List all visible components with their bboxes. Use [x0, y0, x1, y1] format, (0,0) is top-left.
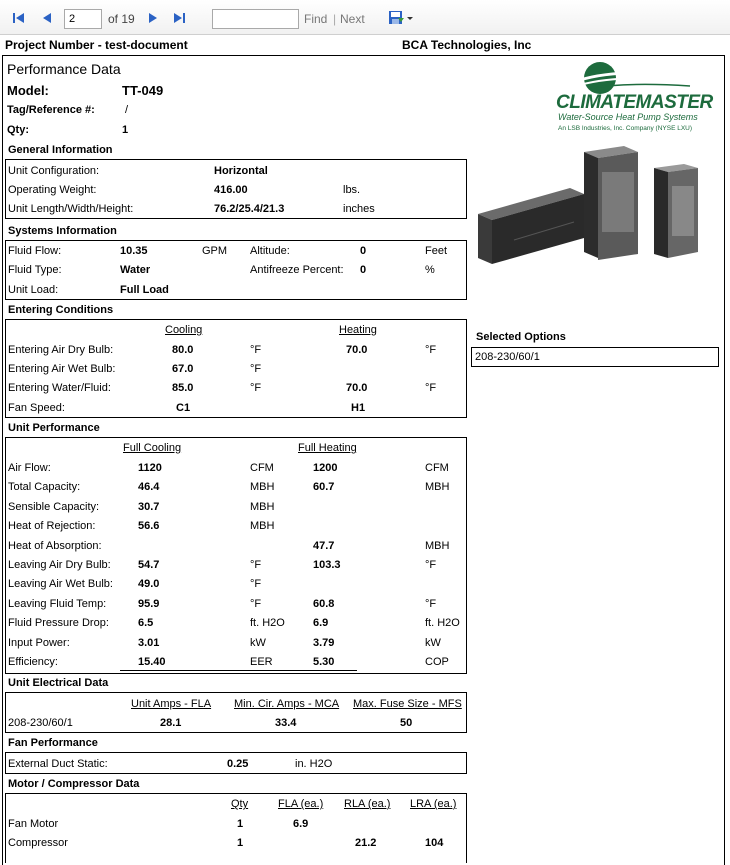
find-link[interactable]: Find — [304, 12, 328, 26]
entering-cool-value: 85.0 — [172, 382, 194, 394]
general-label: Unit Configuration: — [8, 165, 100, 177]
qty-value: 1 — [122, 124, 129, 136]
motor-qty: 1 — [237, 837, 244, 849]
motor-row-label: Compressor — [8, 837, 68, 849]
motor-header: LRA (ea.) — [410, 798, 457, 810]
unit-load-value: Full Load — [120, 284, 169, 296]
fluid-flow-label: Fluid Flow: — [8, 245, 62, 257]
logo-subtitle: An LSB Industries, Inc. Company (NYSE LXU) — [558, 125, 693, 132]
perf-heat-value: 6.9 — [313, 617, 329, 629]
perf-heat-value: 103.3 — [313, 559, 341, 571]
fan-performance-title: Fan Performance — [8, 737, 98, 749]
fan-value: 0.25 — [227, 758, 249, 770]
entering-label: Entering Air Wet Bulb: — [8, 363, 116, 375]
logo-tagline: Water-Source Heat Pump Systems — [558, 112, 698, 122]
entering-cool-value: C1 — [176, 402, 191, 414]
perf-heat-unit: MBH — [425, 540, 450, 552]
model-label: Model: — [7, 83, 49, 98]
entering-heat-value: 70.0 — [346, 344, 368, 356]
motor-lra: 104 — [425, 837, 444, 849]
perf-cool-value: 1120 — [138, 462, 162, 474]
perf-heat-value: 1200 — [313, 462, 338, 474]
perf-label: Leaving Air Wet Bulb: — [8, 578, 113, 590]
electrical-title: Unit Electrical Data — [8, 677, 109, 689]
electrical-value: 28.1 — [160, 717, 182, 729]
electrical-header: Min. Cir. Amps - MCA — [234, 698, 340, 710]
report-toolbar — [0, 0, 730, 35]
perf-cool-value: 54.7 — [138, 559, 160, 571]
perf-heat-value: 5.30 — [313, 656, 335, 668]
selected-option-value: 208-230/60/1 — [475, 351, 540, 363]
perf-cool-value: 56.6 — [138, 520, 160, 532]
perf-cool-unit: ft. H2O — [250, 617, 285, 629]
last-page-icon[interactable] — [172, 11, 186, 25]
entering-cooling-header: Cooling — [165, 324, 203, 336]
fan-unit: in. H2O — [295, 758, 333, 770]
antifreeze-value: 0 — [360, 264, 367, 276]
perf-heat-unit: ft. H2O — [425, 617, 460, 629]
altitude-unit: Feet — [425, 245, 448, 257]
entering-conditions-title: Entering Conditions — [8, 304, 114, 316]
fan-label: External Duct Static: — [8, 758, 108, 770]
entering-label: Fan Speed: — [8, 402, 65, 414]
perf-label: Total Capacity: — [8, 481, 81, 493]
next-page-icon[interactable] — [146, 11, 160, 25]
tag-value: / — [125, 104, 129, 116]
general-unit: lbs. — [343, 184, 361, 196]
general-value: 76.2/25.4/21.3 — [214, 203, 285, 215]
entering-label: Entering Water/Fluid: — [8, 382, 111, 394]
general-value: Horizontal — [214, 165, 268, 177]
export-save-icon[interactable] — [388, 10, 414, 26]
perf-cool-value: 3.01 — [138, 637, 160, 649]
electrical-value: 33.4 — [275, 717, 297, 729]
perf-cool-unit: EER — [250, 656, 273, 668]
find-input[interactable] — [212, 9, 299, 29]
motor-compressor-title: Motor / Compressor Data — [8, 778, 140, 790]
motor-rla: 21.2 — [355, 837, 377, 849]
selected-options-title: Selected Options — [476, 331, 566, 343]
perf-cool-unit: MBH — [250, 481, 275, 493]
perf-cool-unit: kW — [250, 637, 266, 649]
entering-heating-header: Heating — [339, 324, 377, 336]
electrical-header: Max. Fuse Size - MFS — [353, 698, 462, 710]
motor-header: Qty — [231, 798, 249, 810]
unit-performance-box — [5, 437, 467, 674]
motor-fla: 6.9 — [293, 818, 309, 830]
entering-cool-unit: °F — [250, 382, 262, 394]
entering-heat-unit: °F — [425, 344, 437, 356]
perf-cool-unit: MBH — [250, 520, 275, 532]
qty-label: Qty: — [7, 124, 29, 136]
perf-cool-value: 15.40 — [138, 656, 166, 668]
unit-performance-title: Unit Performance — [8, 422, 100, 434]
altitude-value: 0 — [360, 245, 367, 257]
systems-info-title: Systems Information — [8, 225, 117, 237]
page-number-input[interactable] — [64, 9, 102, 29]
perf-label: Leaving Air Dry Bulb: — [8, 559, 111, 571]
entering-cool-value: 67.0 — [172, 363, 194, 375]
entering-heat-value: 70.0 — [346, 382, 368, 394]
company-name: BCA Technologies, Inc — [402, 38, 532, 52]
logo-globe-icon — [560, 58, 700, 94]
perf-label: Leaving Fluid Temp: — [8, 598, 107, 610]
fluid-flow-unit: GPM — [202, 245, 228, 257]
model-value: TT-049 — [122, 83, 164, 98]
perf-cool-unit: CFM — [250, 462, 274, 474]
perf-heat-unit: kW — [425, 637, 441, 649]
systems-info-box — [5, 240, 467, 300]
toolbar-separator: | — [333, 12, 337, 26]
perf-label: Heat of Absorption: — [8, 540, 102, 552]
entering-cool-unit: °F — [250, 344, 262, 356]
antifreeze-unit: % — [425, 264, 435, 276]
perf-heat-value: 3.79 — [313, 637, 335, 649]
logo-wordmark: CLIMATEMASTER — [556, 92, 713, 113]
general-label: Operating Weight: — [8, 184, 97, 196]
entering-cool-unit: °F — [250, 363, 262, 375]
find-next-link[interactable]: Next — [340, 12, 365, 26]
perf-heat-unit: CFM — [425, 462, 449, 474]
general-info-title: General Information — [8, 144, 113, 156]
perf-label: Efficiency: — [8, 656, 58, 668]
perf-cool-unit: °F — [250, 559, 262, 571]
perf-cool-value: 46.4 — [138, 481, 160, 493]
perf-heat-value: 60.8 — [313, 598, 335, 610]
general-unit: inches — [343, 203, 375, 215]
unit-load-label: Unit Load: — [8, 284, 59, 296]
page-count-label: of 19 — [108, 12, 135, 26]
perf-label: Heat of Rejection: — [8, 520, 96, 532]
perf-label: Fluid Pressure Drop: — [8, 617, 109, 629]
perf-cool-unit: MBH — [250, 501, 275, 513]
prev-page-icon[interactable] — [40, 11, 54, 25]
general-label: Unit Length/Width/Height: — [8, 203, 134, 215]
perf-cool-value: 95.9 — [138, 598, 160, 610]
perf-heat-value: 60.7 — [313, 481, 335, 493]
perf-cool-unit: °F — [250, 578, 262, 590]
fluid-flow-value: 10.35 — [120, 245, 148, 257]
entering-heat-unit: °F — [425, 382, 437, 394]
perf-label: Input Power: — [8, 637, 70, 649]
perf-cool-value: 30.7 — [138, 501, 160, 513]
first-page-icon[interactable] — [12, 11, 26, 25]
perf-heat-value: 47.7 — [313, 540, 335, 552]
perf-heat-unit: MBH — [425, 481, 450, 493]
electrical-value: 50 — [400, 717, 413, 729]
electrical-header: Unit Amps - FLA — [131, 698, 212, 710]
perf-cool-value: 49.0 — [138, 578, 160, 590]
entering-label: Entering Air Dry Bulb: — [8, 344, 114, 356]
motor-header: RLA (ea.) — [344, 798, 391, 810]
motor-qty: 1 — [237, 818, 244, 830]
full-heating-header: Full Heating — [298, 442, 357, 454]
perf-heat-unit: °F — [425, 559, 437, 571]
tag-label: Tag/Reference #: — [7, 104, 95, 116]
project-number: Project Number - test-document — [5, 38, 188, 52]
product-image — [474, 142, 714, 275]
perf-heat-unit: COP — [425, 656, 449, 668]
general-value: 416.00 — [214, 184, 248, 196]
full-cooling-header: Full Cooling — [123, 442, 182, 454]
altitude-label: Altitude: — [250, 245, 290, 257]
antifreeze-label: Antifreeze Percent: — [250, 264, 344, 276]
entering-cool-value: 80.0 — [172, 344, 194, 356]
perf-label: Air Flow: — [8, 462, 51, 474]
perf-label: Sensible Capacity: — [8, 501, 100, 513]
motor-row-label: Fan Motor — [8, 818, 59, 830]
page-title: Performance Data — [7, 61, 121, 77]
perf-heat-unit: °F — [425, 598, 437, 610]
motor-header: FLA (ea.) — [278, 798, 324, 810]
efficiency-underline — [120, 670, 357, 671]
perf-cool-value: 6.5 — [138, 617, 154, 629]
fluid-type-value: Water — [120, 264, 151, 276]
electrical-row-label: 208-230/60/1 — [8, 717, 73, 729]
fluid-type-label: Fluid Type: — [8, 264, 62, 276]
perf-cool-unit: °F — [250, 598, 262, 610]
entering-heat-value: H1 — [351, 402, 366, 414]
